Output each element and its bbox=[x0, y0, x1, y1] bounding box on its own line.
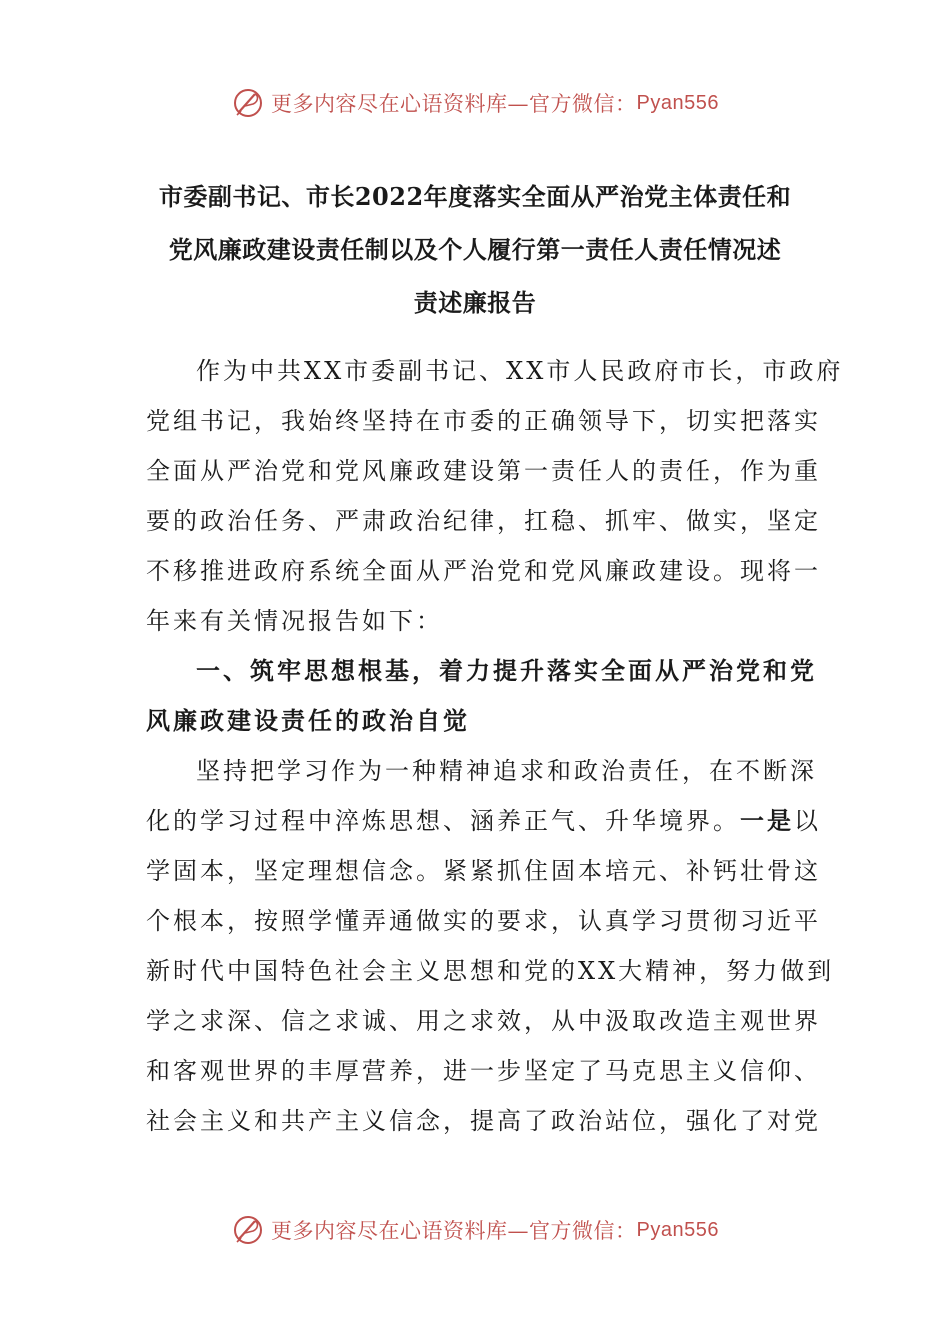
header-banner bbox=[0, 78, 950, 128]
title-line: 党风廉政建设责任制以及个人履行第一责任人责任情况述 bbox=[168, 235, 782, 264]
paragraph-line: 作为中共XX市委副书记、XX市人民政府市长，市政府 bbox=[196, 357, 844, 385]
title-line: 责述廉报告 bbox=[413, 288, 537, 317]
text-segment: 以 bbox=[794, 807, 821, 835]
title-line: 市委副书记、市长2022年度落实全面从严治党主体责任和 bbox=[158, 182, 792, 211]
paragraph-line: 党组书记，我始终坚持在市委的正确领导下，切实把落实 bbox=[146, 407, 821, 435]
footer-banner bbox=[0, 1205, 950, 1255]
paragraph-line: 全面从严治党和党风廉政建设第一责任人的责任，作为重 bbox=[146, 457, 821, 485]
quill-logo-icon bbox=[231, 86, 265, 120]
paragraph-line: 和客观世界的丰厚营养，进一步坚定了马克思主义信仰、 bbox=[146, 1057, 821, 1085]
paragraph-line: 新时代中国特色社会主义思想和党的XX大精神，努力做到 bbox=[146, 957, 835, 985]
paragraph-line: 要的政治任务、严肃政治纪律，扛稳、抓牢、做实，坚定 bbox=[146, 507, 821, 535]
banner-text: 更多内容尽在心语资料库—官方微信： bbox=[271, 92, 637, 116]
paragraph-line: 学之求深、信之求诚、用之求效，从中汲取改造主观世界 bbox=[146, 1007, 821, 1035]
heading-line: 一、筑牢思想根基，着力提升落实全面从严治党和党 bbox=[196, 656, 817, 685]
quill-logo-icon bbox=[231, 1213, 265, 1247]
section-heading bbox=[146, 646, 817, 746]
paragraph-line: 个根本，按照学懂弄通做实的要求，认真学习贯彻习近平 bbox=[146, 907, 821, 935]
text-segment: 化的学习过程中淬炼思想、涵养正气、升华境界。 bbox=[146, 807, 740, 835]
banner-text: 更多内容尽在心语资料库—官方微信： bbox=[271, 1219, 637, 1243]
banner-wechat-id: Pyan556 bbox=[636, 1218, 719, 1241]
document-title bbox=[145, 170, 805, 329]
paragraph-study bbox=[146, 746, 835, 1146]
paragraph-line: 坚持把学习作为一种精神追求和政治责任，在不断深 bbox=[196, 757, 817, 785]
paragraph-intro bbox=[146, 346, 844, 646]
heading-line: 风廉政建设责任的政治自觉 bbox=[146, 706, 470, 735]
paragraph-line: 年来有关情况报告如下： bbox=[146, 607, 443, 635]
banner-wechat-id: Pyan556 bbox=[636, 91, 719, 114]
paragraph-line: 学固本，坚定理想信念。紧紧抓住固本培元、补钙壮骨这 bbox=[146, 857, 821, 885]
paragraph-line: 社会主义和共产主义信念，提高了政治站位，强化了对党 bbox=[146, 1107, 821, 1135]
emphasis-text: 一是 bbox=[740, 806, 794, 835]
paragraph-line: 不移推进政府系统全面从严治党和党风廉政建设。现将一 bbox=[146, 557, 821, 585]
paragraph-line bbox=[146, 796, 821, 846]
